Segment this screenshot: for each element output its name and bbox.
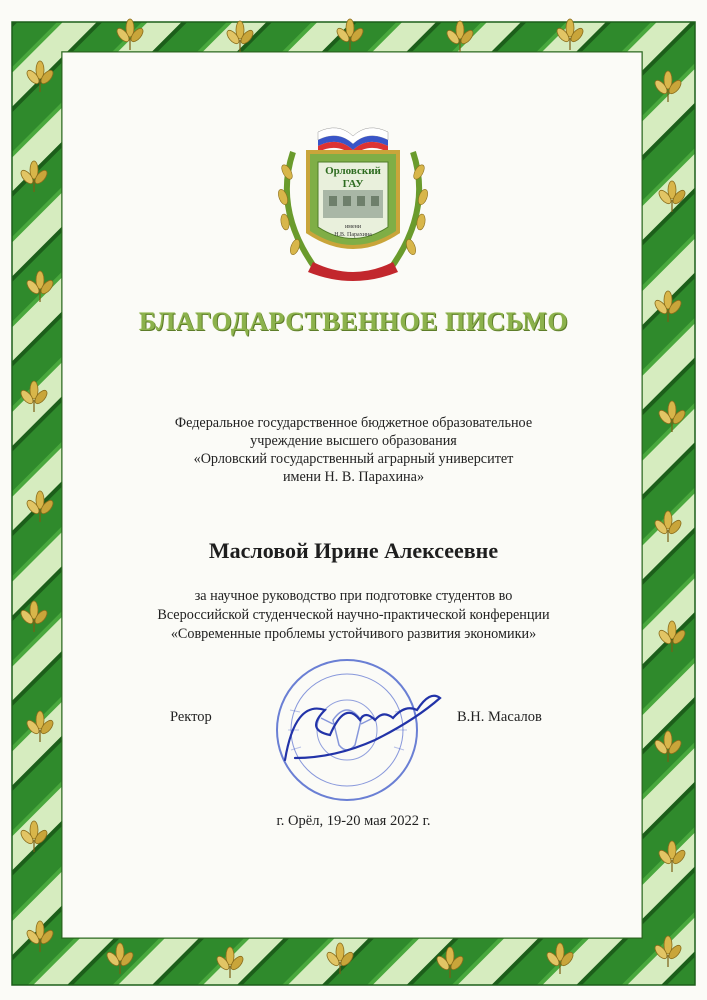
rector-name: В.Н. Масалов bbox=[457, 709, 542, 725]
letter-content bbox=[100, 110, 607, 910]
reason-block bbox=[100, 587, 607, 644]
emblem-line2: ГАУ bbox=[342, 178, 364, 190]
organization-line-3: «Орловский государственный аграрный университет bbox=[193, 451, 514, 467]
emblem-line4: Н.В. Парахина bbox=[334, 232, 372, 238]
reason-line-1: за научное руководство при подготовке студентов во bbox=[194, 588, 513, 604]
recipient-name: Масловой Ирине Алексеевне bbox=[208, 538, 499, 563]
rector-role: Ректор bbox=[170, 709, 212, 725]
organization-line-4: имени Н. В. Парахина» bbox=[282, 469, 425, 485]
university-emblem bbox=[263, 122, 443, 287]
organization-line-2: учреждение высшего образования bbox=[250, 433, 457, 449]
reason-line-3: «Современные проблемы устойчивого развития экономики» bbox=[170, 626, 537, 642]
organization-line-1: Федеральное государственное бюджетное образовательное bbox=[174, 415, 533, 431]
reason-line-2: Всероссийской студенческой научно-практической конференции bbox=[157, 607, 550, 623]
emblem-line3: имени bbox=[344, 224, 362, 230]
emblem-line1: Орловский bbox=[325, 165, 381, 177]
letter-title: БЛАГОДАРСТВЕННОЕ ПИСЬМО bbox=[138, 307, 569, 336]
official-seal bbox=[255, 640, 455, 810]
place-and-date: г. Орёл, 19-20 мая 2022 г. bbox=[276, 813, 431, 829]
organization-block bbox=[100, 414, 607, 486]
